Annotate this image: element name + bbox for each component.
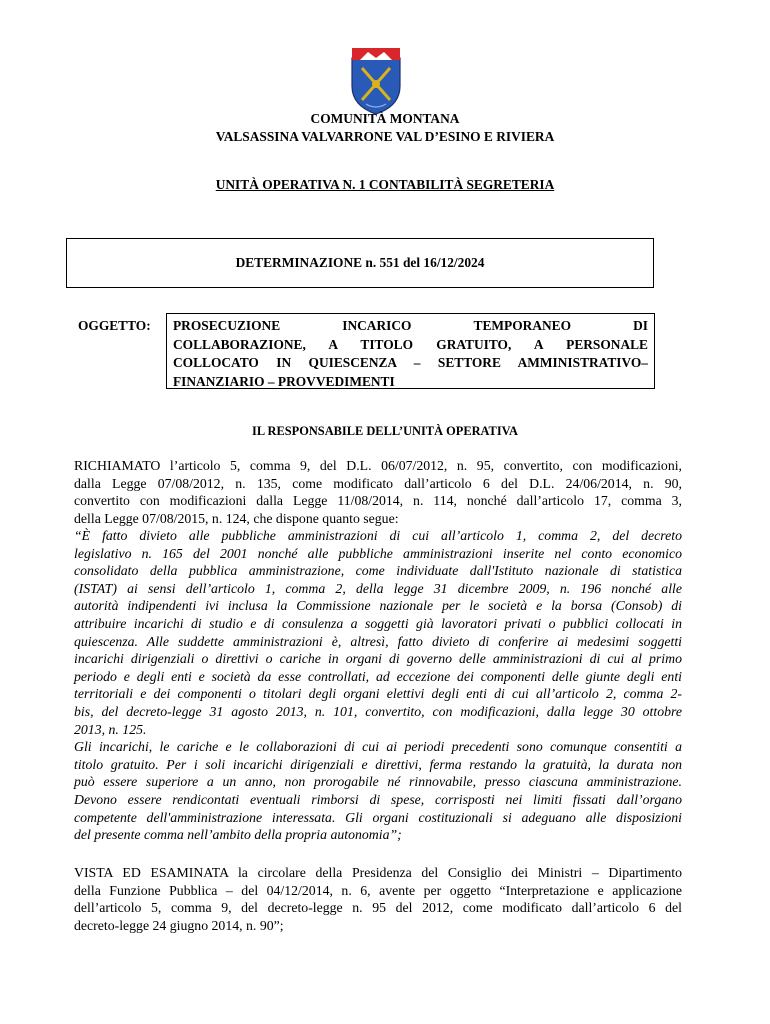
text-line: RICHIAMATO l’articolo 5, comma 9, del D.L. 06/07/2012, n. 95, convertito, con modificazioni, [74, 458, 682, 473]
org-name-line2: VALSASSINA VALVARRONE VAL D’ESINO E RIVIERA [215, 129, 555, 144]
quote-line: incarichi dirigenziali o direttivi o cariche in organi di governo delle amministrazioni di cui al primo [74, 651, 682, 667]
quote-line: consolidato della pubblica amministrazione, come individuate dall'Istituto nazionale di statistica [74, 563, 682, 579]
text-line: VISTA ED ESAMINATA la circolare della Presidenza del Consiglio dei Ministri – Dipartimento [74, 865, 682, 880]
text-line: della Funzione Pubblica – del 04/12/2014, n. 6, avente per oggetto “Interpretazione e applicazione [74, 882, 682, 898]
quote-line: legislativo n. 165 del 2001 nonché alle pubbliche amministrazioni inserite nel conto economico [74, 545, 682, 561]
determination-title: DETERMINAZIONE n. 551 del 16/12/2024 [235, 255, 485, 270]
quote-line: Gli incarichi, le cariche e le collaborazioni di cui ai periodi precedenti sono comunque consentiti a [74, 739, 682, 755]
subject-label: OGGETTO: [78, 318, 151, 333]
quoted-law-text [74, 527, 682, 844]
quote-line: Devono essere rendicontati eventuali rimborsi di spese, corrisposti nei limiti fissati dall’organo [74, 791, 682, 807]
quote-line: attribuire incarichi di studio e di consulenza a soggetti già lavoratori privati o pubblici collocati in [74, 615, 682, 631]
subject-line: COLLABORAZIONE, A TITOLO GRATUITO, A PERSONALE [173, 336, 648, 352]
quote-line: può essere superiore a un anno, non prorogabile né rinnovabile, presso ciascuna amministrazione. [74, 774, 682, 790]
paragraph-richiamato [74, 457, 682, 527]
subject-box [166, 313, 655, 389]
paragraph-vista [74, 864, 682, 934]
subject-line: FINANZIARIO – PROVVEDIMENTI [173, 373, 395, 389]
quote-line: quiescenza. Alle suddette amministrazioni è, altresì, fatto divieto di conferire ai medesimi soggetti [74, 633, 682, 649]
quote-line: bis, del decreto-legge 31 agosto 2013, n. 101, convertito, con modificazioni, dalla legge 30 ottobre [74, 703, 682, 719]
responsible-heading: IL RESPONSABILE DELL’UNITÀ OPERATIVA [252, 424, 518, 438]
quote-line: territoriali e dei componenti o titolari degli organi elettivi degli enti di cui all’articolo 2, comma 2- [74, 686, 682, 702]
quote-line: (ISTAT) ai sensi dell’articolo 1, comma 2, della legge 31 dicembre 2009, n. 196 nonché alle [74, 580, 682, 596]
subject-line: COLLOCATO IN QUIESCENZA – SETTORE AMMINISTRATIVO– [173, 355, 648, 370]
quote-line: autorità indipendenti ivi inclusa la Commissione nazionale per le società e la borsa (Consob) di [74, 598, 682, 614]
quote-line: competente dell'amministrazione interessata. Gli organi costituzionali si adeguano alle disposizioni [74, 809, 682, 825]
text-line: della Legge 07/08/2015, n. 124, che dispone quanto segue: [74, 510, 399, 526]
subject-line: PROSECUZIONE INCARICO TEMPORANEO DI [173, 318, 648, 333]
determination-box [66, 238, 654, 288]
quote-line: periodo e degli enti e società da esse controllati, ad eccezione dei componenti delle giunte degli enti [74, 668, 682, 684]
quote-line: titolo gratuito. Per i soli incarichi dirigenziali e direttivi, ferma restando la gratuità, la durata non [74, 756, 682, 772]
quote-line: del presente comma nell’ambito della propria autonomia”; [74, 827, 402, 843]
text-line: convertito con modificazioni dalla Legge 11/08/2014, n. 114, nonché dall’articolo 17, comma 3, [74, 493, 682, 509]
text-line: dell’articolo 5, comma 9, del decreto-legge n. 95 del 2012, come modificato dall’articolo 6 del [74, 900, 682, 916]
quote-line: “È fatto divieto alle pubbliche amministrazioni di cui all’articolo 1, comma 2, del decreto [74, 528, 682, 543]
coat-of-arms-icon [348, 46, 404, 116]
unit-heading: UNITÀ OPERATIVA N. 1 CONTABILITÀ SEGRETERIA [215, 177, 555, 192]
text-line: decreto-legge 24 giugno 2014, n. 90”; [74, 917, 284, 933]
org-name-line1: COMUNITÀ MONTANA [310, 111, 460, 126]
text-line: dalla Legge 07/08/2012, n. 135, come modificato dall’articolo 6 del D.L. 24/06/2014, n. 90, [74, 475, 682, 491]
quote-line: 2013, n. 125. [74, 721, 147, 737]
